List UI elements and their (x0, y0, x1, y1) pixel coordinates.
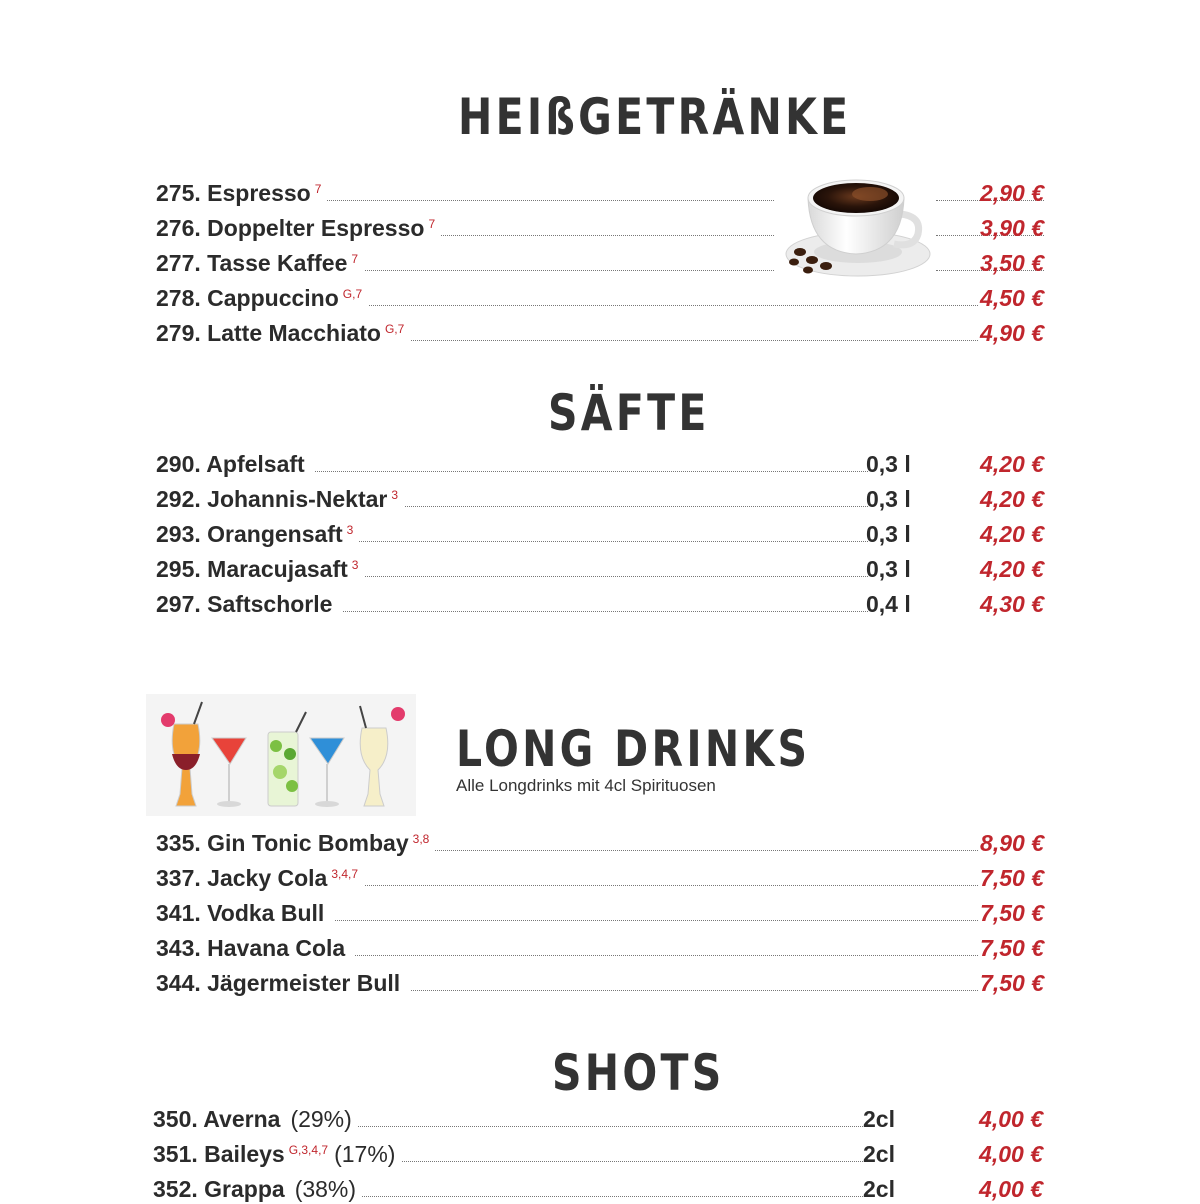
item-price: 8,90 € (980, 830, 1044, 856)
item-name: 292. Johannis-Nektar (156, 486, 388, 512)
menu-item (156, 968, 1044, 998)
item-name: 279. Latte Macchiato (156, 320, 381, 346)
menu-item (153, 1139, 1043, 1169)
allergen-codes: 7 (428, 217, 436, 231)
item-volume: 0,3 l (866, 451, 911, 477)
item-volume: 0,3 l (866, 486, 911, 512)
item-name: 278. Cappuccino (156, 285, 339, 311)
item-price: 2,90 € (980, 180, 1044, 206)
item-name: 276. Doppelter Espresso (156, 215, 425, 241)
item-volume: 0,3 l (866, 521, 911, 547)
allergen-codes: 3,4,7 (331, 867, 359, 881)
item-name: 352. Grappa (153, 1176, 285, 1202)
item-price: 3,90 € (980, 215, 1044, 241)
item-name: 277. Tasse Kaffee (156, 250, 348, 276)
cocktail-glasses-icon (146, 694, 416, 816)
item-name: 350. Averna (153, 1106, 281, 1132)
item-price: 7,50 € (980, 970, 1044, 996)
allergen-codes: G,7 (384, 322, 405, 336)
item-price: 4,20 € (980, 521, 1044, 547)
item-volume: 2cl (863, 1176, 895, 1202)
menu-item (156, 828, 1044, 858)
item-name: 293. Orangensaft (156, 521, 343, 547)
item-volume: 0,4 l (866, 591, 911, 617)
allergen-codes: G,3,4,7 (288, 1143, 329, 1157)
item-volume: 2cl (863, 1141, 895, 1167)
item-price: 4,50 € (980, 285, 1044, 311)
item-name: 341. Vodka Bull (156, 900, 325, 926)
menu-item (156, 554, 1044, 584)
item-name: 290. Apfelsaft (156, 451, 305, 477)
menu-item (156, 898, 1044, 928)
menu-item (156, 589, 1044, 619)
menu-item (156, 863, 1044, 893)
coffee-cup-icon (778, 168, 934, 284)
item-price: 4,30 € (980, 591, 1044, 617)
allergen-codes: 3,8 (412, 832, 430, 846)
item-price: 4,20 € (980, 451, 1044, 477)
item-name: 335. Gin Tonic Bombay (156, 830, 409, 856)
item-price: 4,00 € (979, 1176, 1043, 1202)
item-name: 275. Espresso (156, 180, 311, 206)
item-price: 7,50 € (980, 865, 1044, 891)
section-title-juices: SÄFTE (548, 384, 710, 442)
item-name: 297. Saftschorle (156, 591, 333, 617)
menu-item (156, 283, 1044, 313)
allergen-codes: 3 (391, 488, 399, 502)
allergen-codes: G,7 (342, 287, 363, 301)
menu-item (153, 1104, 1043, 1134)
section-title-long-drinks: LONG DRINKS (456, 720, 811, 778)
menu-item (156, 449, 1044, 479)
item-price: 4,00 € (979, 1141, 1043, 1167)
item-price: 7,50 € (980, 900, 1044, 926)
allergen-codes: 3 (351, 558, 359, 572)
item-name: 343. Havana Cola (156, 935, 346, 961)
menu-item (156, 484, 1044, 514)
menu-item (156, 318, 1044, 348)
item-price: 4,00 € (979, 1106, 1043, 1132)
section-title-shots: SHOTS (552, 1044, 725, 1102)
long-drinks-subtitle: Alle Longdrinks mit 4cl Spirituosen (456, 776, 716, 795)
alcohol-percent: (17%) (334, 1141, 396, 1167)
alcohol-percent: (38%) (294, 1176, 357, 1202)
item-price: 3,50 € (980, 250, 1044, 276)
alcohol-percent: (29%) (290, 1106, 352, 1132)
item-name: 295. Maracujasaft (156, 556, 348, 582)
menu-item (156, 519, 1044, 549)
allergen-codes: 7 (314, 182, 322, 196)
item-volume: 2cl (863, 1106, 895, 1132)
allergen-codes: 7 (351, 252, 359, 266)
item-price: 7,50 € (980, 935, 1044, 961)
item-price: 4,20 € (980, 556, 1044, 582)
section-title-hot-drinks: HEIßGETRÄNKE (458, 88, 852, 146)
item-price: 4,90 € (980, 320, 1044, 346)
item-name: 351. Baileys (153, 1141, 285, 1167)
item-name: 337. Jacky Cola (156, 865, 328, 891)
item-name: 344. Jägermeister Bull (156, 970, 401, 996)
menu-item (156, 933, 1044, 963)
allergen-codes: 3 (346, 523, 354, 537)
item-volume: 0,3 l (866, 556, 911, 582)
item-price: 4,20 € (980, 486, 1044, 512)
